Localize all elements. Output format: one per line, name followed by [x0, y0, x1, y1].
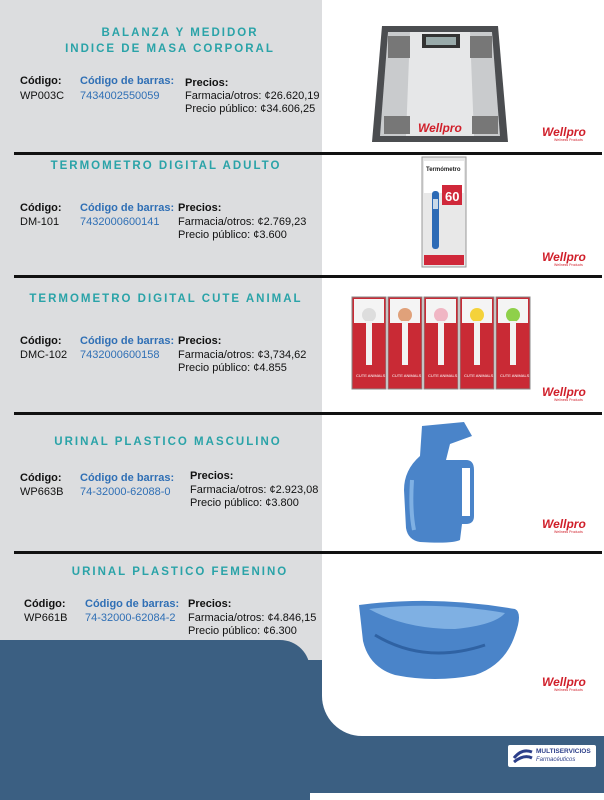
product-title: URINAL PLASTICO MASCULINO [54, 436, 282, 448]
wellpro-logo [542, 675, 602, 697]
product-code: DM-101 [20, 216, 60, 228]
section-divider [14, 412, 602, 415]
package-text: CUTE ANIMALS [500, 373, 530, 378]
footer-line1: MULTISERVICIOS [536, 748, 591, 755]
wellpro-logo-tagline: Wellness Products [554, 263, 583, 267]
product-title: TERMOMETRO DIGITAL CUTE ANIMAL [29, 293, 303, 305]
product-barcode: 7432000600141 [80, 216, 160, 228]
wellpro-logo [542, 385, 602, 407]
product-title: TERMOMETRO DIGITAL ADULTO [50, 160, 282, 172]
code-label: Código: [20, 75, 62, 87]
product-title-line2: INDICE DE MASA CORPORAL [65, 43, 275, 55]
product-barcode: 74-32000-62088-0 [80, 486, 171, 498]
wellpro-logo-name: Wellpro [542, 250, 586, 264]
cute-animal-thermometers-image [350, 295, 532, 391]
product-code: WP003C [20, 90, 65, 102]
price-pharmacy: Farmacia/otros: ¢4.846,15 [188, 612, 317, 624]
package-text: Termómetro [426, 167, 461, 173]
code-label: Código: [24, 598, 66, 610]
product-title: URINAL PLASTICO FEMENINO [71, 566, 289, 578]
price-public: Precio público: ¢34.606,25 [185, 103, 316, 115]
price-pharmacy: Farmacia/otros: ¢2.769,23 [178, 216, 307, 228]
scale-brand-text: Wellpro [418, 121, 462, 135]
section-divider [14, 551, 602, 554]
package-text: CUTE ANIMALS [464, 373, 494, 378]
package-text: CUTE ANIMALS [356, 373, 386, 378]
prices-label: Precios: [178, 335, 222, 347]
product-barcode: 74-32000-62084-2 [85, 612, 176, 624]
product-code: WP661B [24, 612, 68, 624]
barcode-label: Código de barras: [80, 75, 175, 87]
wellpro-logo-name: Wellpro [542, 675, 586, 689]
barcode-label: Código de barras: [80, 202, 175, 214]
package-text: CUTE ANIMALS [392, 373, 422, 378]
prices-label: Precios: [178, 202, 222, 214]
product-code: WP663B [20, 486, 64, 498]
prices-label: Precios: [185, 77, 229, 89]
package-text: CUTE ANIMALS [428, 373, 458, 378]
wellpro-logo-name: Wellpro [542, 385, 586, 399]
wellpro-logo-tagline: Wellness Products [554, 398, 583, 402]
barcode-label: Código de barras: [80, 335, 175, 347]
price-pharmacy: Farmacia/otros: ¢26.620,19 [185, 90, 320, 102]
product-barcode: 7432000600158 [80, 349, 160, 361]
product-barcode: 7434002550059 [80, 90, 160, 102]
footer-line2: Farmacéuticos [536, 757, 576, 763]
wellpro-logo-name: Wellpro [542, 125, 586, 139]
wellpro-logo-tagline: Wellness Products [554, 688, 583, 692]
price-pharmacy: Farmacia/otros: ¢2.923,08 [190, 484, 319, 496]
thermometer-package-image [420, 155, 468, 269]
price-pharmacy: Farmacia/otros: ¢3,734,62 [178, 349, 307, 361]
product-title-line1: BALANZA Y MEDIDOR [101, 27, 259, 39]
prices-label: Precios: [190, 470, 234, 482]
section-divider [14, 275, 602, 278]
package-number: 60 [445, 189, 460, 204]
section-divider [14, 152, 602, 155]
wellpro-logo [542, 517, 602, 539]
code-label: Código: [20, 472, 62, 484]
male-urinal-image [400, 420, 480, 546]
price-public: Precio público: ¢4.855 [178, 362, 287, 374]
product-code: DMC-102 [20, 349, 68, 361]
wellpro-logo [542, 250, 602, 272]
barcode-label: Código de barras: [80, 472, 175, 484]
wellpro-logo-name: Wellpro [542, 517, 586, 531]
multiservicios-logo-icon [512, 748, 534, 764]
price-public: Precio público: ¢6.300 [188, 625, 297, 637]
price-public: Precio público: ¢3.800 [190, 497, 299, 509]
wellpro-logo-tagline: Wellness Products [554, 530, 583, 534]
bathroom-scale-image [370, 22, 510, 146]
barcode-label: Código de barras: [85, 598, 180, 610]
price-public: Precio público: ¢3.600 [178, 229, 287, 241]
code-label: Código: [20, 202, 62, 214]
code-label: Código: [20, 335, 62, 347]
multiservicios-logo [508, 745, 596, 767]
wellpro-logo-tagline: Wellness Products [554, 138, 583, 142]
prices-label: Precios: [188, 598, 232, 610]
female-urinal-image [355, 595, 525, 685]
wellpro-logo [542, 125, 602, 147]
